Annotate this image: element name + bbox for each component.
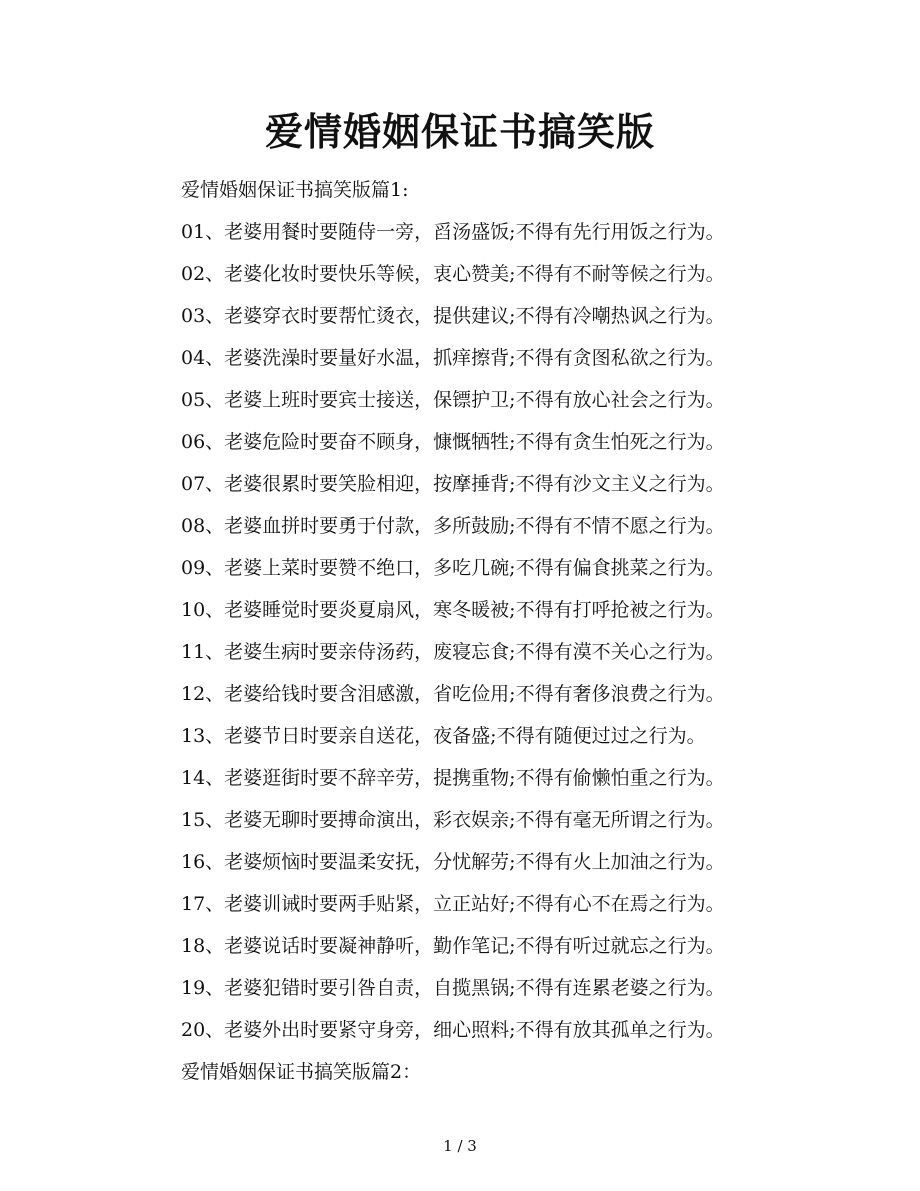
rule-item: 11、老婆生病时要亲侍汤药，废寝忘食;不得有漠不关心之行为。	[181, 641, 725, 663]
rule-item: 16、老婆烦恼时要温柔安抚，分忧解劳;不得有火上加油之行为。	[181, 851, 725, 873]
rule-item: 02、老婆化妆时要快乐等候，衷心赞美;不得有不耐等候之行为。	[181, 263, 725, 285]
rule-item: 12、老婆给钱时要含泪感激，省吃俭用;不得有奢侈浪费之行为。	[181, 683, 725, 705]
rule-item: 19、老婆犯错时要引咎自责，自揽黑锅;不得有连累老婆之行为。	[181, 977, 725, 999]
page-indicator: 1 / 3	[443, 1137, 477, 1155]
rule-item: 17、老婆训诫时要两手贴紧，立正站好;不得有心不在焉之行为。	[181, 893, 725, 915]
rule-item: 13、老婆节日时要亲自送花，夜备盛;不得有随便过过之行为。	[181, 725, 706, 747]
rule-item: 01、老婆用餐时要随侍一旁，舀汤盛饭;不得有先行用饭之行为。	[181, 221, 725, 243]
rule-item: 08、老婆血拼时要勇于付款，多所鼓励;不得有不情不愿之行为。	[181, 515, 725, 537]
rule-item: 18、老婆说话时要凝神静听，勤作笔记;不得有听过就忘之行为。	[181, 935, 725, 957]
rule-item: 14、老婆逛街时要不辞辛劳，提携重物;不得有偷懒怕重之行为。	[181, 767, 725, 789]
section-heading: 爱情婚姻保证书搞笑版篇2：	[181, 1061, 422, 1083]
rule-item: 04、老婆洗澡时要量好水温，抓痒擦背;不得有贪图私欲之行为。	[181, 347, 725, 369]
rule-item: 15、老婆无聊时要搏命演出，彩衣娱亲;不得有毫无所谓之行为。	[181, 809, 725, 831]
rule-item: 05、老婆上班时要宾士接送，保镖护卫;不得有放心社会之行为。	[181, 389, 725, 411]
rule-item: 10、老婆睡觉时要炎夏扇风，寒冬暖被;不得有打呼抢被之行为。	[181, 599, 725, 621]
rule-item: 20、老婆外出时要紧守身旁，细心照料;不得有放其孤单之行为。	[181, 1019, 725, 1041]
section-heading: 爱情婚姻保证书搞笑版篇1:	[181, 179, 409, 201]
rule-item: 07、老婆很累时要笑脸相迎，按摩捶背;不得有沙文主义之行为。	[181, 473, 725, 495]
document-body	[181, 169, 781, 1093]
document-title: 爱情婚姻保证书搞笑版	[264, 109, 655, 154]
rule-item: 03、老婆穿衣时要帮忙烫衣，提供建议;不得有冷嘲热讽之行为。	[181, 305, 725, 327]
rule-item: 09、老婆上菜时要赞不绝口，多吃几碗;不得有偏食挑菜之行为。	[181, 557, 725, 579]
rule-item: 06、老婆危险时要奋不顾身，慷慨牺牲;不得有贪生怕死之行为。	[181, 431, 725, 453]
